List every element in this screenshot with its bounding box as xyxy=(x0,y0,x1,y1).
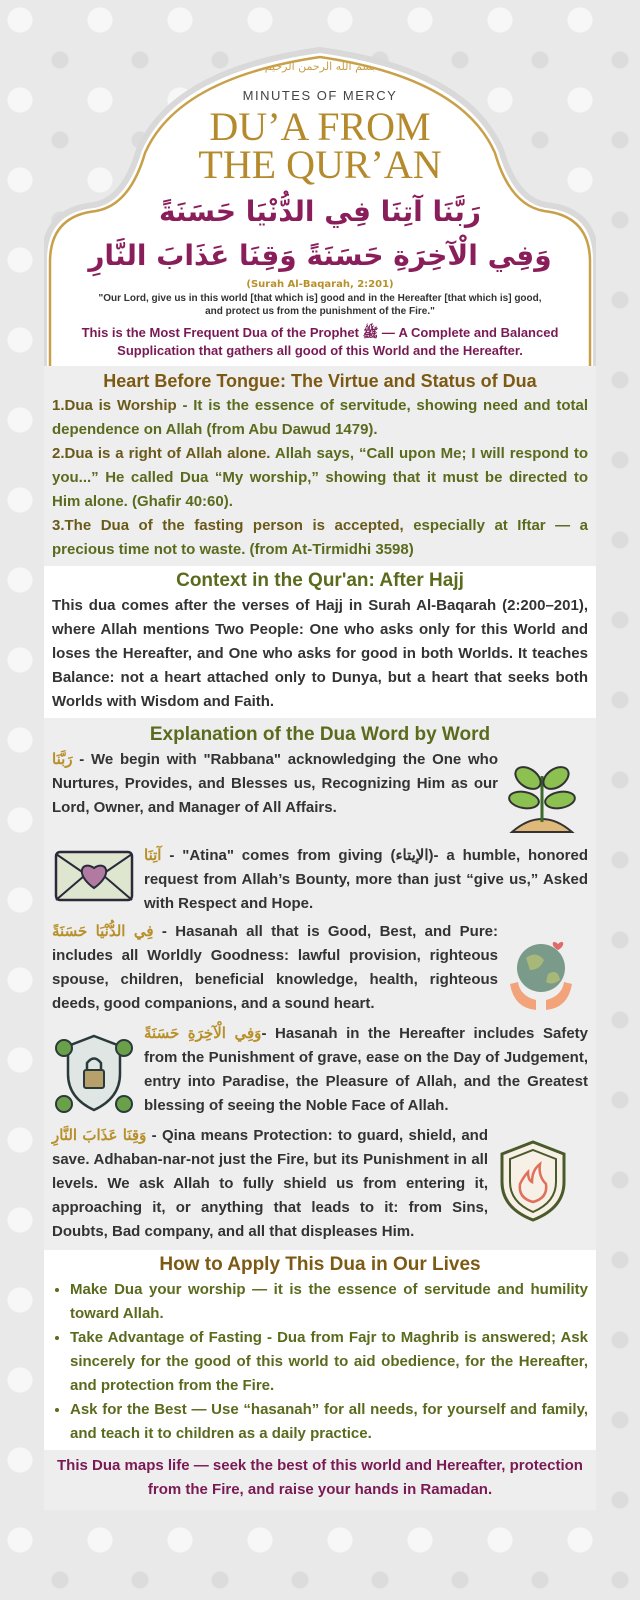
virtue-heading: Heart Before Tongue: The Virtue and Status of Dua xyxy=(103,371,537,391)
point-text: especially at Iftar — a precious time not to waste. (from At-Tirmidhi 3598) xyxy=(52,517,589,558)
apply-bullet: • Make Dua your worship — it is the essence of servitude and humility toward Allah. xyxy=(70,1278,588,1326)
arabic-verse-line-1: رَبَّنَا آتِنَا فِي الدُّنْيَا حَسَنَةً xyxy=(158,195,482,228)
word-item xyxy=(52,1022,588,1120)
explanation-section xyxy=(44,718,596,1250)
apply-bullet: • Ask for the Best — Use “hasanah” for all needs, for yourself and family, and teach it to children as a daily practice. xyxy=(70,1398,588,1446)
footer-section xyxy=(44,1450,596,1510)
arabic-word: وَفِي الْآخِرَةِ حَسَنَةً xyxy=(144,1025,262,1042)
brand-name: MINUTES OF MERCY xyxy=(242,88,398,103)
context-section xyxy=(44,566,596,718)
context-text: This dua comes after the verses of Hajj in Surah Al-Baqarah (2:200–201), where Allah mentions Two People: One who asks only for this World and loses the Hereafter, and One who asks for good in both Worlds. It teaches Balance: not a heart attached only to Dunya, but a heart that seeks both Worlds with Wisdom and Faith. xyxy=(52,597,588,710)
point-text: - It is the essence of servitude, showing need and total dependence on Allah (from Abu Dawud 1479). xyxy=(52,397,588,438)
intro-text: This is the Most Frequent Dua of the Prophet ﷺ — A Complete and Balanced Supplication that gathers all good of this World and the Hereafter. xyxy=(81,325,559,358)
arabic-verse-line-2: وَفِي الْآخِرَةِ حَسَنَةً وَقِنَا عَذَابَ النَّارِ xyxy=(88,239,552,272)
globe-hands-icon xyxy=(506,934,576,1014)
word-item xyxy=(52,844,588,916)
word-item xyxy=(52,920,588,1018)
virtue-point xyxy=(52,442,588,514)
apply-section xyxy=(44,1250,596,1450)
title-line-2: THE QUR’AN xyxy=(198,142,442,187)
apply-bullet: • Take Advantage of Fasting - Dua from Fajr to Maghrib is answered; Ask sincerely for the good of this world to aid obedience, for the Hereafter, and protection from the Fire. xyxy=(70,1326,588,1398)
heart-envelope-icon xyxy=(54,850,134,902)
verse-translation: "Our Lord, give us in this world [that which is] good and in the Hereafter [that which is] good, and protect us from the punishment of the Fire." xyxy=(98,293,542,317)
arabic-word: وَقِنَا عَذَابَ النَّارِ xyxy=(52,1127,147,1144)
point-lead: 2.Dua is a right of Allah alone. xyxy=(52,445,271,462)
word-explanation: - "Atina" comes from giving (الإيتاء)- a humble, honored request from Allah’s Bounty, more than just “give us,” Asked with Respect and Hope. xyxy=(144,847,588,912)
apply-heading: How to Apply This Dua in Our Lives xyxy=(159,1254,481,1275)
header-section xyxy=(44,40,596,366)
arabic-word: رَبَّنَا xyxy=(52,751,73,768)
word-explanation: - Hasanah in the Hereafter includes Safety from the Punishment of grave, ease on the Day of Judgement, entry into Paradise, the Pleasure of Allah, and the Greatest blessing of seeing the Noble Face of Allah. xyxy=(144,1025,588,1114)
point-lead: 3.The Dua of the fasting person is accepted, xyxy=(52,517,404,534)
virtue-section xyxy=(44,366,596,566)
page-title xyxy=(52,104,588,187)
apply-list xyxy=(52,1278,588,1446)
title-line-1: DU’A FROM xyxy=(209,104,431,149)
explanation-heading: Explanation of the Dua Word by Word xyxy=(149,724,491,745)
shield-lock-icon xyxy=(54,1030,134,1116)
word-item xyxy=(52,748,588,840)
word-item xyxy=(52,1124,588,1244)
verse-reference: (Surah Al-Baqarah, 2:201) xyxy=(246,279,394,290)
sprout-icon xyxy=(504,756,580,836)
virtue-point xyxy=(52,394,588,442)
arabic-word: آتِنَا xyxy=(144,847,162,864)
infographic-panel xyxy=(44,0,596,1510)
arabic-word: فِي الدُّنْيَا حَسَنَةً xyxy=(52,923,154,940)
closing-message: This Dua maps life — seek the best of this world and Hereafter, protection from the Fire, and raise your hands in Ramadan. xyxy=(57,1457,583,1498)
fire-shield-icon xyxy=(496,1138,570,1224)
virtue-point xyxy=(52,514,588,562)
word-explanation: - Qina means Protection: to guard, shield, and save. Adhaban-nar-not just the Fire, but its Punishment in all levels. We ask Allah to fully shield us from entering it, approaching it, or anything that leads to it: from Sins, Doubts, Bad company, and all that displeases Him. xyxy=(52,1127,488,1240)
word-explanation: - We begin with "Rabbana" acknowledging the One who Nurtures, Provides, and Blesses us, Recognizing Him as our Lord, Owner, and Manager of All Affairs. xyxy=(52,751,498,816)
context-heading: Context in the Qur'an: After Hajj xyxy=(176,570,464,591)
point-text: Allah says, “Call upon Me; I will respond to you...” He called Dua “My worship,” showing that it must be directed to Him alone. (Ghafir 40:60). xyxy=(52,445,588,510)
bismillah-calligraphy: بسم الله الرحمن الرحيم xyxy=(264,60,376,73)
point-lead: 1.Dua is Worship xyxy=(52,397,177,414)
word-explanation: - Hasanah all that is Good, Best, and Pure: includes all Worldly Goodness: lawful provision, righteous spouse, children, beneficial knowledge, health, righteous deeds, good companions, and a sound heart. xyxy=(52,923,498,1012)
